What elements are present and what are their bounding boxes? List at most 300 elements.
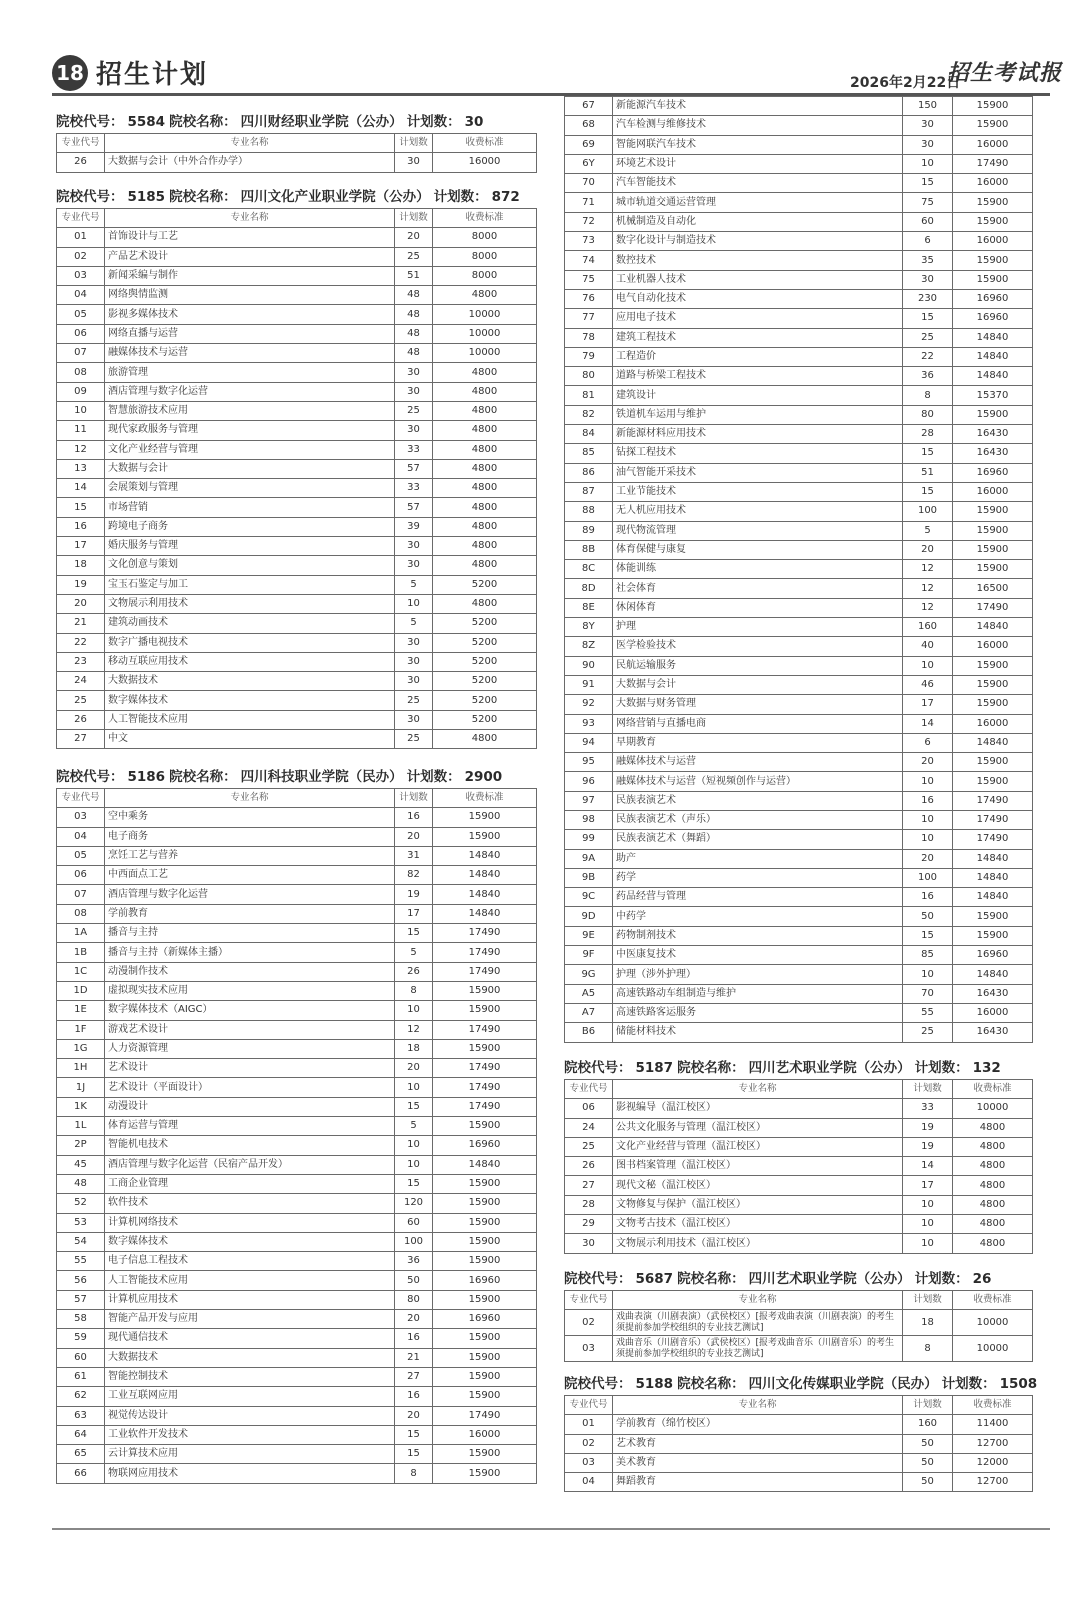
table-row [565,560,1033,579]
tuition-fee: 4800 [953,1118,1033,1137]
table-row [565,232,1033,251]
major-name: 大数据技术 [105,1348,395,1367]
column-header: 收费标准 [433,209,537,228]
table-row [57,1290,537,1309]
plan-count: 8 [395,981,433,1000]
major-code: 19 [57,575,105,594]
tuition-fee: 12000 [953,1453,1033,1472]
major-name: 图书档案管理（温江校区） [613,1157,903,1176]
tuition-fee: 15900 [953,695,1033,714]
table-row [565,502,1033,521]
code-label: 院校代号： [56,189,124,205]
major-name: 新能源汽车技术 [613,97,903,116]
plan-count: 15 [395,924,433,943]
major-code: 8B [565,540,613,559]
column-header: 专业代号 [565,1291,613,1310]
name-label: 院校名称： [169,114,237,130]
major-code: 02 [565,1310,613,1336]
page-header [0,0,1080,100]
issue-date: 2026年2月22日 [850,75,961,91]
tuition-fee: 4800 [433,594,537,613]
tuition-fee: 10000 [953,1336,1033,1362]
major-name: 现代通信技术 [105,1329,395,1348]
tuition-fee: 4800 [433,556,537,575]
major-name: 工业互联网应用 [105,1387,395,1406]
table-row [565,637,1033,656]
school-code: 5188 [635,1376,674,1392]
major-name: 大数据与财务管理 [613,695,903,714]
tuition-fee: 10000 [433,344,537,363]
plan-count: 19 [395,885,433,904]
tuition-fee: 14840 [433,866,537,885]
school-block [56,112,536,173]
major-code: 1J [57,1078,105,1097]
plan-count: 10 [395,1136,433,1155]
tuition-fee: 17490 [953,830,1033,849]
table-row [57,401,537,420]
tuition-fee: 4800 [433,401,537,420]
tuition-fee: 16430 [953,1023,1033,1042]
tuition-fee: 15900 [433,1213,537,1232]
tuition-fee: 16000 [433,1425,537,1444]
major-name: 人工智能技术应用 [105,710,395,729]
tuition-fee: 15900 [433,827,537,846]
major-name: 机械制造及自动化 [613,212,903,231]
table-row [57,904,537,923]
tuition-fee: 4800 [953,1195,1033,1214]
tuition-fee: 14840 [953,849,1033,868]
tuition-fee: 15900 [433,808,537,827]
tuition-fee: 15900 [433,1194,537,1213]
plan-count: 50 [903,1434,953,1453]
major-code: 30 [565,1234,613,1253]
major-code: 10 [57,401,105,420]
tuition-fee: 16960 [953,946,1033,965]
major-code: 1C [57,962,105,981]
major-code: 26 [57,153,105,172]
table-row [57,652,537,671]
table-row [57,459,537,478]
table-row [57,691,537,710]
plan-count: 15 [903,926,953,945]
major-code: 1D [57,981,105,1000]
major-code: 48 [57,1174,105,1193]
table-row [57,808,537,827]
major-name: 数字广播电视技术 [105,633,395,652]
table-row [57,1194,537,1213]
major-code: 21 [57,614,105,633]
plan-count: 12 [903,579,953,598]
tuition-fee: 5200 [433,710,537,729]
major-code: 29 [565,1215,613,1234]
major-code: 1L [57,1117,105,1136]
table-row [57,1155,537,1174]
tuition-fee: 14840 [953,347,1033,366]
major-name: 现代物流管理 [613,521,903,540]
table-row [57,382,537,401]
tuition-fee: 17490 [953,154,1033,173]
tuition-fee: 15900 [433,1232,537,1251]
plan-count: 15 [903,482,953,501]
name-label: 院校名称： [169,189,237,205]
major-name: 网络直播与运营 [105,324,395,343]
major-code: 58 [57,1310,105,1329]
plan-count: 26 [395,962,433,981]
column-header: 专业名称 [613,1291,903,1310]
column-header: 专业代号 [565,1396,613,1415]
school-title [56,112,536,133]
plan-count: 20 [395,1310,433,1329]
column-header: 专业名称 [105,789,395,808]
tuition-fee: 5200 [433,633,537,652]
major-code: 67 [565,97,613,116]
tuition-fee: 14840 [433,904,537,923]
major-name: 动漫设计 [105,1097,395,1116]
major-code: 61 [57,1367,105,1386]
table-row [57,1097,537,1116]
tuition-fee: 4800 [953,1176,1033,1195]
major-code: 17 [57,537,105,556]
table-row [565,675,1033,694]
major-name: 空中乘务 [105,808,395,827]
major-code: 8Y [565,618,613,637]
plan-count: 27 [395,1367,433,1386]
tuition-fee: 15900 [953,116,1033,135]
major-name: 智能控制技术 [105,1367,395,1386]
major-name: 文物考古技术（温江校区） [613,1215,903,1234]
plan-count: 8 [903,1336,953,1362]
tuition-fee: 15900 [433,1387,537,1406]
major-code: 78 [565,328,613,347]
major-code: 03 [565,1453,613,1472]
major-code: 02 [57,247,105,266]
table-header-row [57,209,537,228]
table-row [57,440,537,459]
major-code: 73 [565,232,613,251]
plan-count: 25 [395,730,433,749]
tuition-fee: 15900 [953,675,1033,694]
table-row [57,421,537,440]
tuition-fee: 16960 [433,1310,537,1329]
major-name: 文物展示利用技术 [105,594,395,613]
major-code: 64 [57,1425,105,1444]
major-code: 75 [565,270,613,289]
tuition-fee: 15900 [953,560,1033,579]
major-name: 虚拟现实技术应用 [105,981,395,1000]
table-row [565,1434,1033,1453]
table-row [57,1425,537,1444]
plan-count: 19 [903,1118,953,1137]
plan-count: 25 [395,247,433,266]
major-name: 会展策划与管理 [105,479,395,498]
major-name: 体育保健与康复 [613,540,903,559]
table-row [57,556,537,575]
major-code: 93 [565,714,613,733]
table-row [57,1039,537,1058]
tuition-fee: 8000 [433,247,537,266]
major-code: 9E [565,926,613,945]
tuition-fee: 15900 [433,1290,537,1309]
table-row [57,1348,537,1367]
major-code: 69 [565,135,613,154]
school-name: 四川文化产业职业学院（公办） [240,189,430,205]
major-code: 05 [57,305,105,324]
major-code: 26 [57,710,105,729]
plan-count: 6 [903,232,953,251]
plan-count: 15 [903,309,953,328]
plan-count: 50 [903,1473,953,1492]
tuition-fee: 16960 [953,309,1033,328]
plan-count: 60 [903,212,953,231]
major-name: 体能训练 [613,560,903,579]
tuition-fee: 15900 [953,193,1033,212]
table-row [57,228,537,247]
column-header: 专业代号 [57,134,105,153]
tuition-fee: 16960 [953,289,1033,308]
table-row [57,498,537,517]
tuition-fee: 17490 [433,1406,537,1425]
major-name: 动漫制作技术 [105,962,395,981]
school-block [564,1269,1032,1362]
plan-count: 160 [903,1415,953,1434]
table-header-row [565,1080,1033,1099]
major-name: 智能机电技术 [105,1136,395,1155]
major-name: 工业机器人技术 [613,270,903,289]
plan-count: 160 [903,618,953,637]
tuition-fee: 16430 [953,444,1033,463]
table-row [565,1336,1033,1362]
table-row [57,866,537,885]
major-code: 6Y [565,154,613,173]
school-code: 5185 [127,189,166,205]
major-code: 07 [57,885,105,904]
tuition-fee: 16000 [953,135,1033,154]
table-row [565,270,1033,289]
major-name: 视觉传达设计 [105,1406,395,1425]
enrollment-table [564,1395,1033,1492]
major-name: 建筑设计 [613,386,903,405]
table-row [57,517,537,536]
major-name: 钻探工程技术 [613,444,903,463]
table-row [565,289,1033,308]
major-code: 97 [565,791,613,810]
plan-count: 10 [395,1155,433,1174]
column-header: 专业名称 [613,1396,903,1415]
major-code: 09 [57,382,105,401]
table-header-row [565,1291,1033,1310]
table-row [565,1099,1033,1118]
major-name: 电气自动化技术 [613,289,903,308]
table-row [565,540,1033,559]
major-name: 无人机应用技术 [613,502,903,521]
major-code: 85 [565,444,613,463]
plan-count: 6 [903,733,953,752]
footer-rule [52,1528,1050,1530]
school-block [56,767,536,1484]
plan-count: 70 [903,984,953,1003]
table-row [565,1310,1033,1336]
major-name: 影视多媒体技术 [105,305,395,324]
plan-count: 57 [395,498,433,517]
major-name: 计算机网络技术 [105,1213,395,1232]
major-code: 95 [565,753,613,772]
major-code: 9F [565,946,613,965]
plan-count: 5 [395,1117,433,1136]
plan-count: 10 [903,656,953,675]
table-row [57,537,537,556]
plan-count: 48 [395,324,433,343]
table-row [565,444,1033,463]
major-code: 88 [565,502,613,521]
tuition-fee: 17490 [433,1097,537,1116]
major-code: 24 [565,1118,613,1137]
column-header: 专业名称 [105,209,395,228]
plan-count: 82 [395,866,433,885]
column-header: 专业名称 [105,134,395,153]
tuition-fee: 14840 [953,888,1033,907]
table-row [565,193,1033,212]
tuition-fee: 14840 [953,367,1033,386]
table-row [565,772,1033,791]
plan-label: 计划数： [914,1060,969,1076]
plan-count: 12 [395,1020,433,1039]
tuition-fee: 15900 [953,212,1033,231]
major-code: 79 [565,347,613,366]
table-row [57,1367,537,1386]
tuition-fee: 17490 [433,924,537,943]
tuition-fee: 4800 [433,498,537,517]
plan-count: 30 [395,363,433,382]
major-name: 大数据技术 [105,672,395,691]
plan-count: 14 [903,1157,953,1176]
tuition-fee: 12700 [953,1434,1033,1453]
table-row [565,926,1033,945]
plan-count: 10 [903,1195,953,1214]
school-title [56,767,536,788]
major-name: 工商企业管理 [105,1174,395,1193]
table-row [565,97,1033,116]
name-label: 院校名称： [677,1060,745,1076]
major-name: 高速铁路动车组制造与维护 [613,984,903,1003]
tuition-fee: 17490 [433,1059,537,1078]
major-code: 1H [57,1059,105,1078]
plan-count: 80 [903,405,953,424]
plan-count: 12 [903,560,953,579]
table-row [57,846,537,865]
plan-label: 计划数： [406,769,461,785]
table-row [57,1020,537,1039]
major-code: 15 [57,498,105,517]
major-code: 24 [57,672,105,691]
major-name: 宝玉石鉴定与加工 [105,575,395,594]
table-row [57,827,537,846]
name-label: 院校名称： [677,1376,745,1392]
column-header: 计划数 [395,789,433,808]
table-row [565,154,1033,173]
plan-count: 16 [903,888,953,907]
plan-count: 20 [903,540,953,559]
major-code: 01 [57,228,105,247]
school-code: 5687 [635,1271,674,1287]
school-plan-total: 2900 [464,769,503,785]
code-label: 院校代号： [564,1060,632,1076]
plan-count: 25 [395,401,433,420]
tuition-fee: 4800 [953,1234,1033,1253]
tuition-fee: 4800 [433,382,537,401]
major-name: 休闲体育 [613,598,903,617]
plan-count: 230 [903,289,953,308]
major-name: 酒店管理与数字化运营 [105,382,395,401]
table-row [565,425,1033,444]
major-name: 新闻采编与制作 [105,266,395,285]
major-code: 25 [565,1137,613,1156]
plan-count: 5 [395,943,433,962]
major-name: 文化产业经营与管理 [105,440,395,459]
tuition-fee: 16000 [953,714,1033,733]
plan-count: 16 [395,808,433,827]
major-name: 工程造价 [613,347,903,366]
table-row [565,212,1033,231]
major-code: 56 [57,1271,105,1290]
plan-count: 30 [903,270,953,289]
plan-count: 20 [395,1059,433,1078]
plan-count: 36 [395,1252,433,1271]
column-header: 计划数 [395,134,433,153]
major-name: 艺术设计（平面设计） [105,1078,395,1097]
major-code: 8C [565,560,613,579]
plan-count: 10 [395,1078,433,1097]
column-header: 收费标准 [953,1080,1033,1099]
major-name [613,1336,903,1362]
major-code: 9C [565,888,613,907]
plan-count: 33 [395,479,433,498]
major-code: 23 [57,652,105,671]
school-block [564,1374,1038,1492]
tuition-fee: 14840 [953,868,1033,887]
enrollment-table [564,1290,1033,1362]
tuition-fee: 15900 [433,1367,537,1386]
plan-count: 35 [903,251,953,270]
tuition-fee: 16960 [433,1271,537,1290]
major-name: 中药学 [613,907,903,926]
major-name [613,1310,903,1336]
table-row [57,266,537,285]
major-code: 04 [57,827,105,846]
table-row [565,579,1033,598]
major-name: 融媒体技术与运营 [613,753,903,772]
plan-count: 14 [903,714,953,733]
plan-count: 25 [395,691,433,710]
plan-count: 10 [903,830,953,849]
enrollment-table [564,1079,1033,1254]
school-code: 5186 [127,769,166,785]
major-code: 63 [57,1406,105,1425]
tuition-fee: 14840 [953,965,1033,984]
major-code: 53 [57,1213,105,1232]
school-name: 四川艺术职业学院（公办） [748,1060,911,1076]
plan-count: 25 [903,328,953,347]
table-row [57,1271,537,1290]
table-row [565,1415,1033,1434]
major-name: 民族表演艺术 [613,791,903,810]
tuition-fee: 15900 [953,270,1033,289]
tuition-fee: 15900 [953,97,1033,116]
plan-count: 50 [395,1271,433,1290]
major-code: 08 [57,363,105,382]
major-code: 03 [57,808,105,827]
plan-count: 10 [903,1215,953,1234]
column-header: 专业代号 [57,209,105,228]
